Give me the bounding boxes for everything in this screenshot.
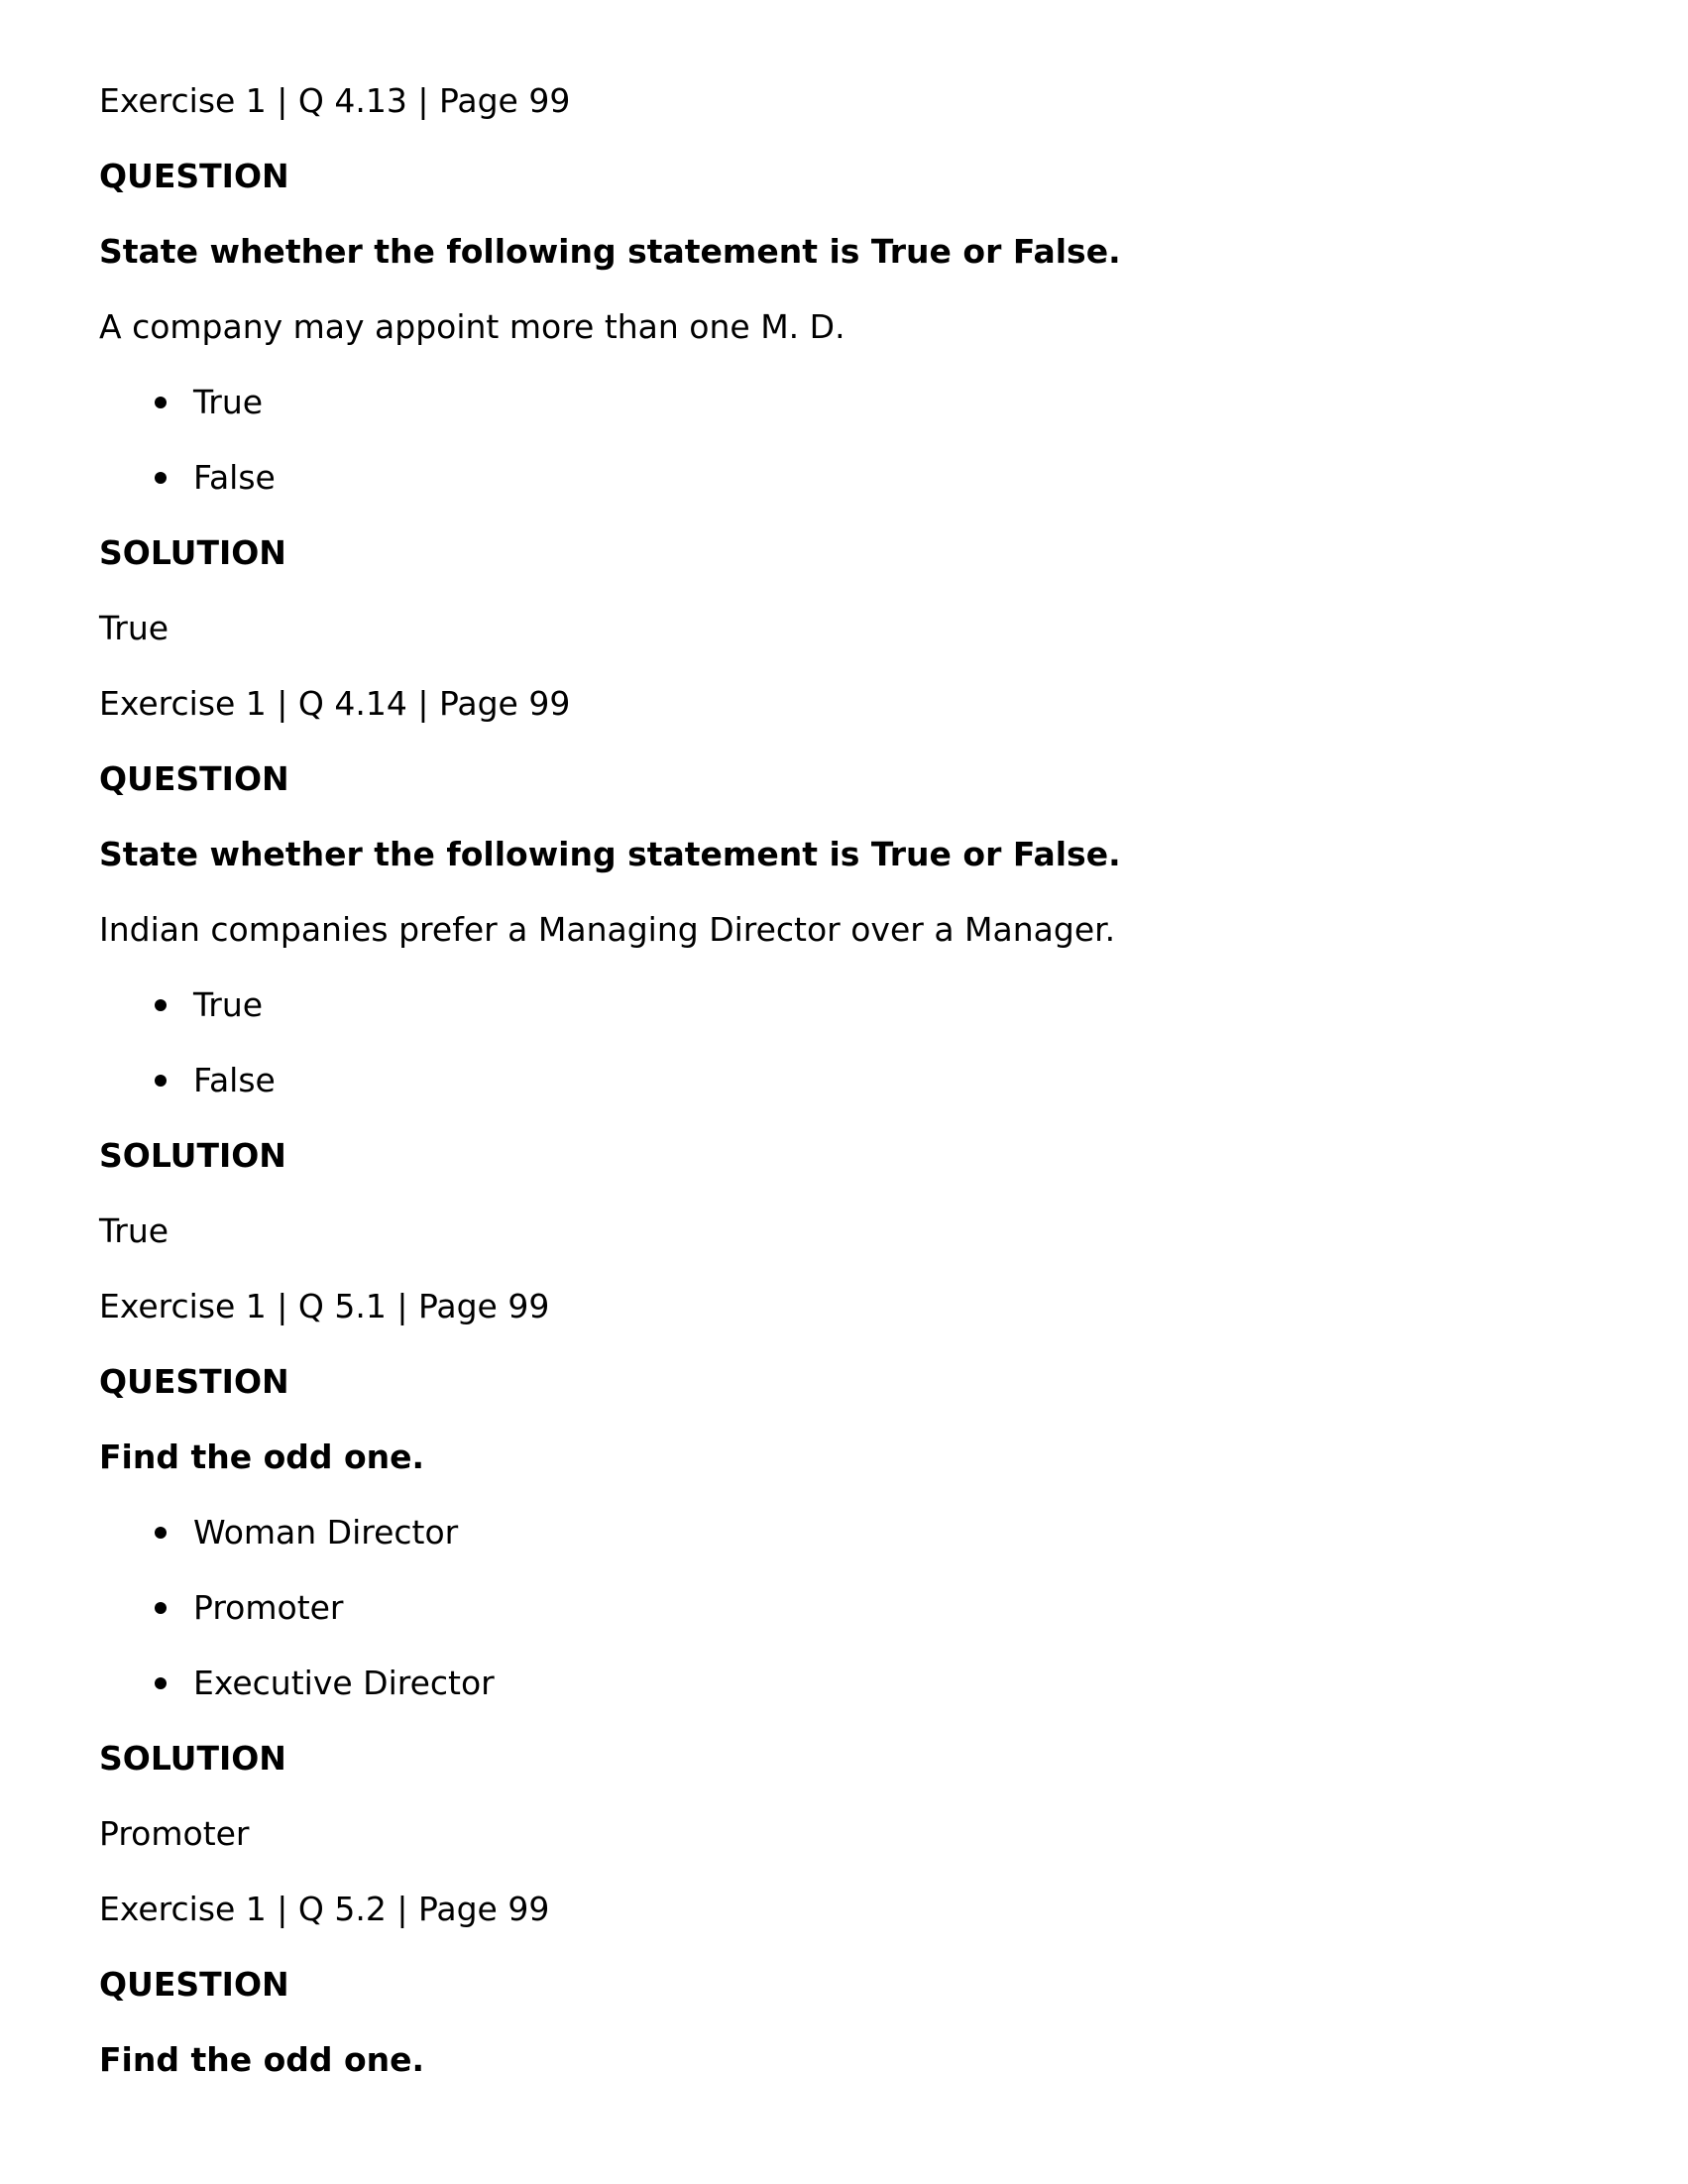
question-statement: Indian companies prefer a Managing Director over a Manager. [99, 910, 1116, 949]
question-instruction: Find the odd one. [99, 1437, 425, 1476]
bullet-icon [155, 472, 167, 484]
bullet-icon [155, 1527, 167, 1539]
question-instruction: State whether the following statement is True or False. [99, 835, 1121, 873]
bullet-icon [155, 1602, 167, 1614]
option-item: True [193, 383, 264, 421]
exercise-reference: Exercise 1 | Q 5.1 | Page 99 [99, 1287, 550, 1325]
solution-heading: SOLUTION [99, 1136, 286, 1175]
bullet-icon [155, 999, 167, 1011]
question-heading: QUESTION [99, 759, 289, 798]
question-heading: QUESTION [99, 157, 289, 195]
bullet-icon [155, 397, 167, 408]
option-item: Woman Director [193, 1513, 459, 1552]
solution-answer: True [99, 609, 169, 647]
question-instruction: Find the odd one. [99, 2040, 425, 2079]
solution-heading: SOLUTION [99, 1739, 286, 1778]
question-heading: QUESTION [99, 1965, 289, 2004]
exercise-reference: Exercise 1 | Q 4.13 | Page 99 [99, 81, 571, 120]
solution-answer: Promoter [99, 1814, 250, 1853]
bullet-icon [155, 1677, 167, 1689]
option-item: True [193, 985, 264, 1024]
option-item: Promoter [193, 1588, 344, 1627]
bullet-icon [155, 1075, 167, 1087]
option-item: False [193, 1061, 276, 1099]
question-heading: QUESTION [99, 1362, 289, 1401]
question-instruction: State whether the following statement is True or False. [99, 232, 1121, 271]
question-statement: A company may appoint more than one M. D. [99, 307, 845, 346]
exercise-reference: Exercise 1 | Q 5.2 | Page 99 [99, 1890, 550, 1928]
option-item: Executive Director [193, 1664, 495, 1702]
solution-answer: True [99, 1211, 169, 1250]
solution-heading: SOLUTION [99, 533, 286, 572]
option-item: False [193, 458, 276, 497]
exercise-reference: Exercise 1 | Q 4.14 | Page 99 [99, 684, 571, 723]
